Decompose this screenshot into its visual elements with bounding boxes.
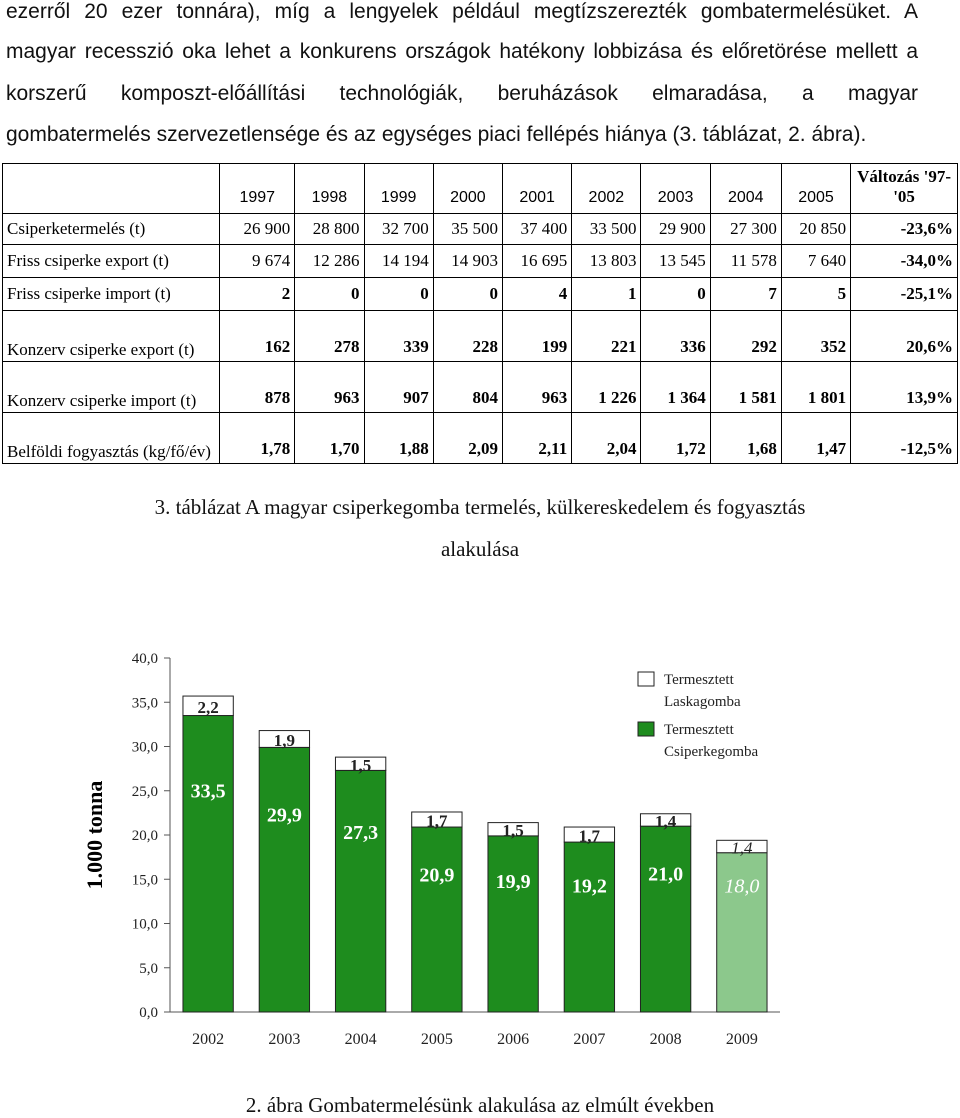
row-label: Friss csiperke import (t) xyxy=(3,278,220,311)
table-cell: 878 xyxy=(220,362,295,413)
data-label-csiperkegomba: 21,0 xyxy=(648,863,684,886)
table-cell: 13 803 xyxy=(572,245,641,278)
header-year: 2004 xyxy=(710,164,781,214)
row-label: Belföldi fogyasztás (kg/fő/év) xyxy=(3,413,220,464)
bar-csiperkegomba xyxy=(640,826,690,1012)
data-label-laskagomba: 1,7 xyxy=(426,811,448,831)
table-cell: 4 xyxy=(503,278,572,311)
table-row xyxy=(3,311,958,362)
change-cell: -34,0% xyxy=(851,245,958,278)
table-cell: 2,09 xyxy=(433,413,502,464)
legend-swatch-csiperkegomba xyxy=(638,722,654,736)
bar-csiperkegomba xyxy=(564,842,614,1012)
table-caption-line1: 3. táblázat A magyar csiperkegomba termelés, külkereskedelem és fogyasztás xyxy=(154,495,806,519)
x-tick-label: 2007 xyxy=(573,1031,606,1048)
y-tick-label: 0,0 xyxy=(139,1005,158,1021)
data-label-laskagomba: 1,4 xyxy=(731,838,753,858)
bar-csiperkegomba xyxy=(183,716,233,1012)
table-cell: 35 500 xyxy=(433,214,502,245)
table-cell: 32 700 xyxy=(364,214,433,245)
table-cell: 7 xyxy=(710,278,781,311)
table-cell: 0 xyxy=(641,278,710,311)
x-tick-label: 2006 xyxy=(497,1031,530,1048)
y-tick-label: 10,0 xyxy=(131,916,158,933)
change-cell: 13,9% xyxy=(851,362,958,413)
table-row xyxy=(3,278,958,311)
table-cell: 13 545 xyxy=(641,245,710,278)
table-cell: 221 xyxy=(572,311,641,362)
paragraph-line: gombatermelés szervezetlensége és az egységes piaci fellépés hiánya (3. táblázat, 2. ábra). xyxy=(6,123,867,146)
x-tick-label: 2005 xyxy=(420,1031,453,1048)
table-cell: 20 850 xyxy=(781,214,850,245)
y-tick-label: 20,0 xyxy=(131,828,158,844)
table-cell: 1 581 xyxy=(710,362,781,413)
data-label-laskagomba: 1,5 xyxy=(502,821,524,841)
legend-label-laskagomba: Termesztett xyxy=(664,672,734,688)
y-tick-label: 40,0 xyxy=(131,651,158,667)
header-year: 1999 xyxy=(364,164,433,214)
table-cell: 228 xyxy=(433,311,502,362)
data-label-csiperkegomba: 27,3 xyxy=(343,821,379,844)
table-cell: 0 xyxy=(295,278,364,311)
header-year: 1997 xyxy=(220,164,295,214)
table-cell: 1,78 xyxy=(220,413,295,464)
table-cell: 1 226 xyxy=(572,362,641,413)
row-label: Konzerv csiperke import (t) xyxy=(3,362,220,413)
header-year: 2000 xyxy=(433,164,502,214)
change-cell: -25,1% xyxy=(851,278,958,311)
table-cell: 804 xyxy=(433,362,502,413)
y-tick-label: 25,0 xyxy=(131,783,158,800)
y-tick-label: 15,0 xyxy=(131,872,158,889)
y-tick-label: 5,0 xyxy=(139,960,158,977)
table-cell: 16 695 xyxy=(503,245,572,278)
x-tick-label: 2002 xyxy=(192,1031,225,1048)
row-label: Konzerv csiperke export (t) xyxy=(3,311,220,362)
table-row xyxy=(3,413,958,464)
table-cell: 0 xyxy=(364,278,433,311)
table-cell: 14 194 xyxy=(364,245,433,278)
table-cell: 352 xyxy=(781,311,850,362)
data-label-laskagomba: 1,7 xyxy=(578,826,600,846)
table-cell: 37 400 xyxy=(503,214,572,245)
header-year: 2005 xyxy=(781,164,850,214)
change-cell: -23,6% xyxy=(851,214,958,245)
table-row xyxy=(3,362,958,413)
table-cell: 336 xyxy=(641,311,710,362)
data-label-csiperkegomba: 18,0 xyxy=(724,875,760,898)
header-year: 2003 xyxy=(641,164,710,214)
paragraph-line: magyar recesszió oka lehet a konkurens országok hatékony lobbizása és előretörése mellett a xyxy=(6,40,918,63)
table-cell: 2,04 xyxy=(572,413,641,464)
table-cell: 12 286 xyxy=(295,245,364,278)
table-cell: 5 xyxy=(781,278,850,311)
bar-csiperkegomba xyxy=(335,770,385,1012)
table-cell: 1,70 xyxy=(295,413,364,464)
table-cell: 1,68 xyxy=(710,413,781,464)
table-cell: 28 800 xyxy=(295,214,364,245)
paragraph-line: korszerű komposzt-előállítási technológiák, beruházások elmaradása, a magyar xyxy=(6,82,918,105)
production-table xyxy=(2,163,958,464)
x-tick-label: 2003 xyxy=(268,1031,301,1048)
data-label-laskagomba: 1,9 xyxy=(273,730,295,750)
change-cell: 20,6% xyxy=(851,311,958,362)
y-tick-label: 30,0 xyxy=(131,739,158,756)
table-cell: 11 578 xyxy=(710,245,781,278)
table-cell: 27 300 xyxy=(710,214,781,245)
y-axis-label: 1.000 tonna xyxy=(82,780,107,890)
table-caption-line2: alakulása xyxy=(440,537,520,561)
table-cell: 33 500 xyxy=(572,214,641,245)
table-cell: 339 xyxy=(364,311,433,362)
table-cell: 7 640 xyxy=(781,245,850,278)
table-cell: 9 674 xyxy=(220,245,295,278)
table-cell: 2,11 xyxy=(503,413,572,464)
header-empty-cell xyxy=(3,164,220,214)
table-row xyxy=(3,245,958,278)
data-label-csiperkegomba: 19,2 xyxy=(571,875,607,898)
legend-label-laskagomba: Laskagomba xyxy=(664,694,741,710)
data-label-laskagomba: 1,4 xyxy=(655,811,677,831)
data-label-csiperkegomba: 33,5 xyxy=(190,780,226,803)
paragraph-line: ezerről 20 ezer tonnára), míg a lengyelek például megtízszerezték gombatermelésüket. A xyxy=(6,0,918,23)
table-cell: 1 801 xyxy=(781,362,850,413)
header-year: 2001 xyxy=(503,164,572,214)
bar-csiperkegomba xyxy=(488,836,538,1012)
y-tick-label: 35,0 xyxy=(131,695,158,712)
table-cell: 1,88 xyxy=(364,413,433,464)
table-cell: 1,47 xyxy=(781,413,850,464)
table-cell: 2 xyxy=(220,278,295,311)
header-year: 1998 xyxy=(295,164,364,214)
table-cell: 278 xyxy=(295,311,364,362)
table-cell: 907 xyxy=(364,362,433,413)
table-header-row xyxy=(3,164,958,214)
data-label-csiperkegomba: 19,9 xyxy=(495,870,531,893)
table-cell: 14 903 xyxy=(433,245,502,278)
x-tick-label: 2008 xyxy=(649,1031,682,1048)
row-label: Csiperketermelés (t) xyxy=(3,214,220,245)
data-label-laskagomba: 2,2 xyxy=(197,697,219,717)
table-cell: 0 xyxy=(433,278,502,311)
row-label: Friss csiperke export (t) xyxy=(3,245,220,278)
table-cell: 1 364 xyxy=(641,362,710,413)
table-row xyxy=(3,214,958,245)
table-cell: 162 xyxy=(220,311,295,362)
change-cell: -12,5% xyxy=(851,413,958,464)
data-label-csiperkegomba: 20,9 xyxy=(419,864,455,887)
table-cell: 963 xyxy=(295,362,364,413)
x-tick-label: 2009 xyxy=(725,1031,758,1048)
table-cell: 26 900 xyxy=(220,214,295,245)
figure-caption: 2. ábra Gombatermelésünk alakulása az elmúlt években xyxy=(245,1093,715,1117)
table-cell: 292 xyxy=(710,311,781,362)
table-cell: 1,72 xyxy=(641,413,710,464)
legend-label-csiperkegomba: Termesztett xyxy=(664,722,734,738)
bar-csiperkegomba xyxy=(412,827,462,1012)
production-bar-chart xyxy=(70,620,790,1065)
data-label-csiperkegomba: 29,9 xyxy=(266,804,302,827)
legend-swatch-laskagomba xyxy=(638,672,654,686)
header-year: 2002 xyxy=(572,164,641,214)
header-change: Változás '97-'05 xyxy=(851,164,958,214)
data-label-laskagomba: 1,5 xyxy=(350,755,372,775)
table-cell: 1 xyxy=(572,278,641,311)
table-cell: 199 xyxy=(503,311,572,362)
table-cell: 29 900 xyxy=(641,214,710,245)
bar-csiperkegomba xyxy=(259,747,309,1012)
legend-label-csiperkegomba: Csiperkegomba xyxy=(664,744,759,760)
x-tick-label: 2004 xyxy=(344,1031,377,1048)
table-cell: 963 xyxy=(503,362,572,413)
